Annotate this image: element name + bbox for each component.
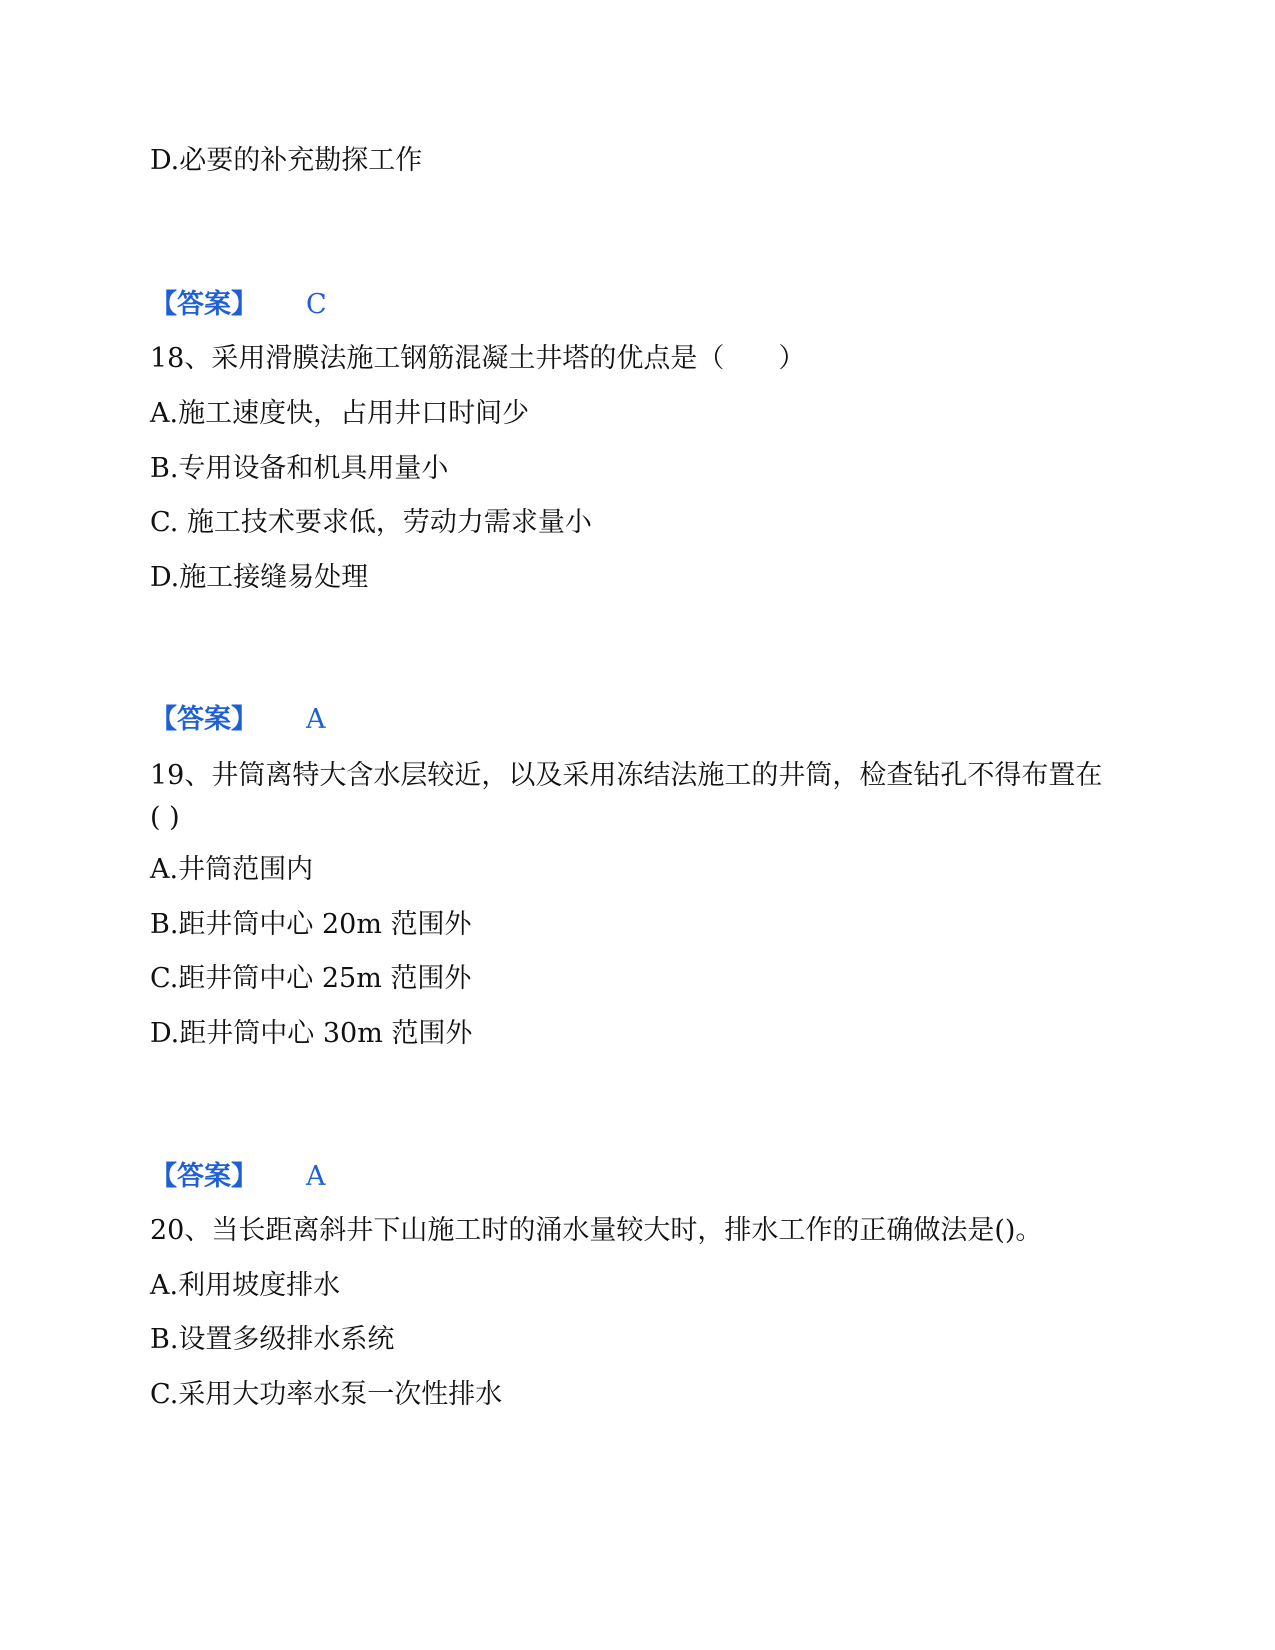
q17-option-d: D.必要的补充勘探工作 <box>150 145 423 176</box>
answer-18 <box>150 703 326 737</box>
q19-option-c: C.距井筒中心 25m 范围外 <box>150 963 472 994</box>
q19-option-d: D.距井筒中心 30m 范围外 <box>150 1018 473 1049</box>
q20-option-a: A.利用坡度排水 <box>150 1270 341 1301</box>
q19-stem: 19、井筒离特大含水层较近，以及采用冻结法施工的井筒，检查钻孔不得布置在( ) <box>150 760 1103 833</box>
q20-stem: 20、当长距离斜井下山施工时的涌水量较大时，排水工作的正确做法是()。 <box>150 1215 1043 1246</box>
answer-value: A <box>306 1161 326 1192</box>
answer-tag: 【答案】 <box>150 289 258 320</box>
answer-value: C <box>306 289 327 320</box>
q18-option-b: B.专用设备和机具用量小 <box>150 453 449 484</box>
answer-19 <box>150 1160 326 1194</box>
q18-option-d: D.施工接缝易处理 <box>150 562 369 593</box>
q20-option-c: C.采用大功率水泵一次性排水 <box>150 1379 503 1410</box>
q18-option-a: A.施工速度快，占用井口时间少 <box>150 398 530 429</box>
q20-option-b: B.设置多级排水系统 <box>150 1324 395 1355</box>
answer-value: A <box>306 704 326 735</box>
q19-option-a: A.井筒范围内 <box>150 854 314 885</box>
q19-option-b: B.距井筒中心 20m 范围外 <box>150 909 472 940</box>
answer-17 <box>150 288 327 322</box>
q18-stem: 18、采用滑膜法施工钢筋混凝土井塔的优点是（ ） <box>150 343 806 374</box>
q18-option-c: C. 施工技术要求低，劳动力需求量小 <box>150 507 592 538</box>
answer-tag: 【答案】 <box>150 1161 258 1192</box>
answer-tag: 【答案】 <box>150 704 258 735</box>
